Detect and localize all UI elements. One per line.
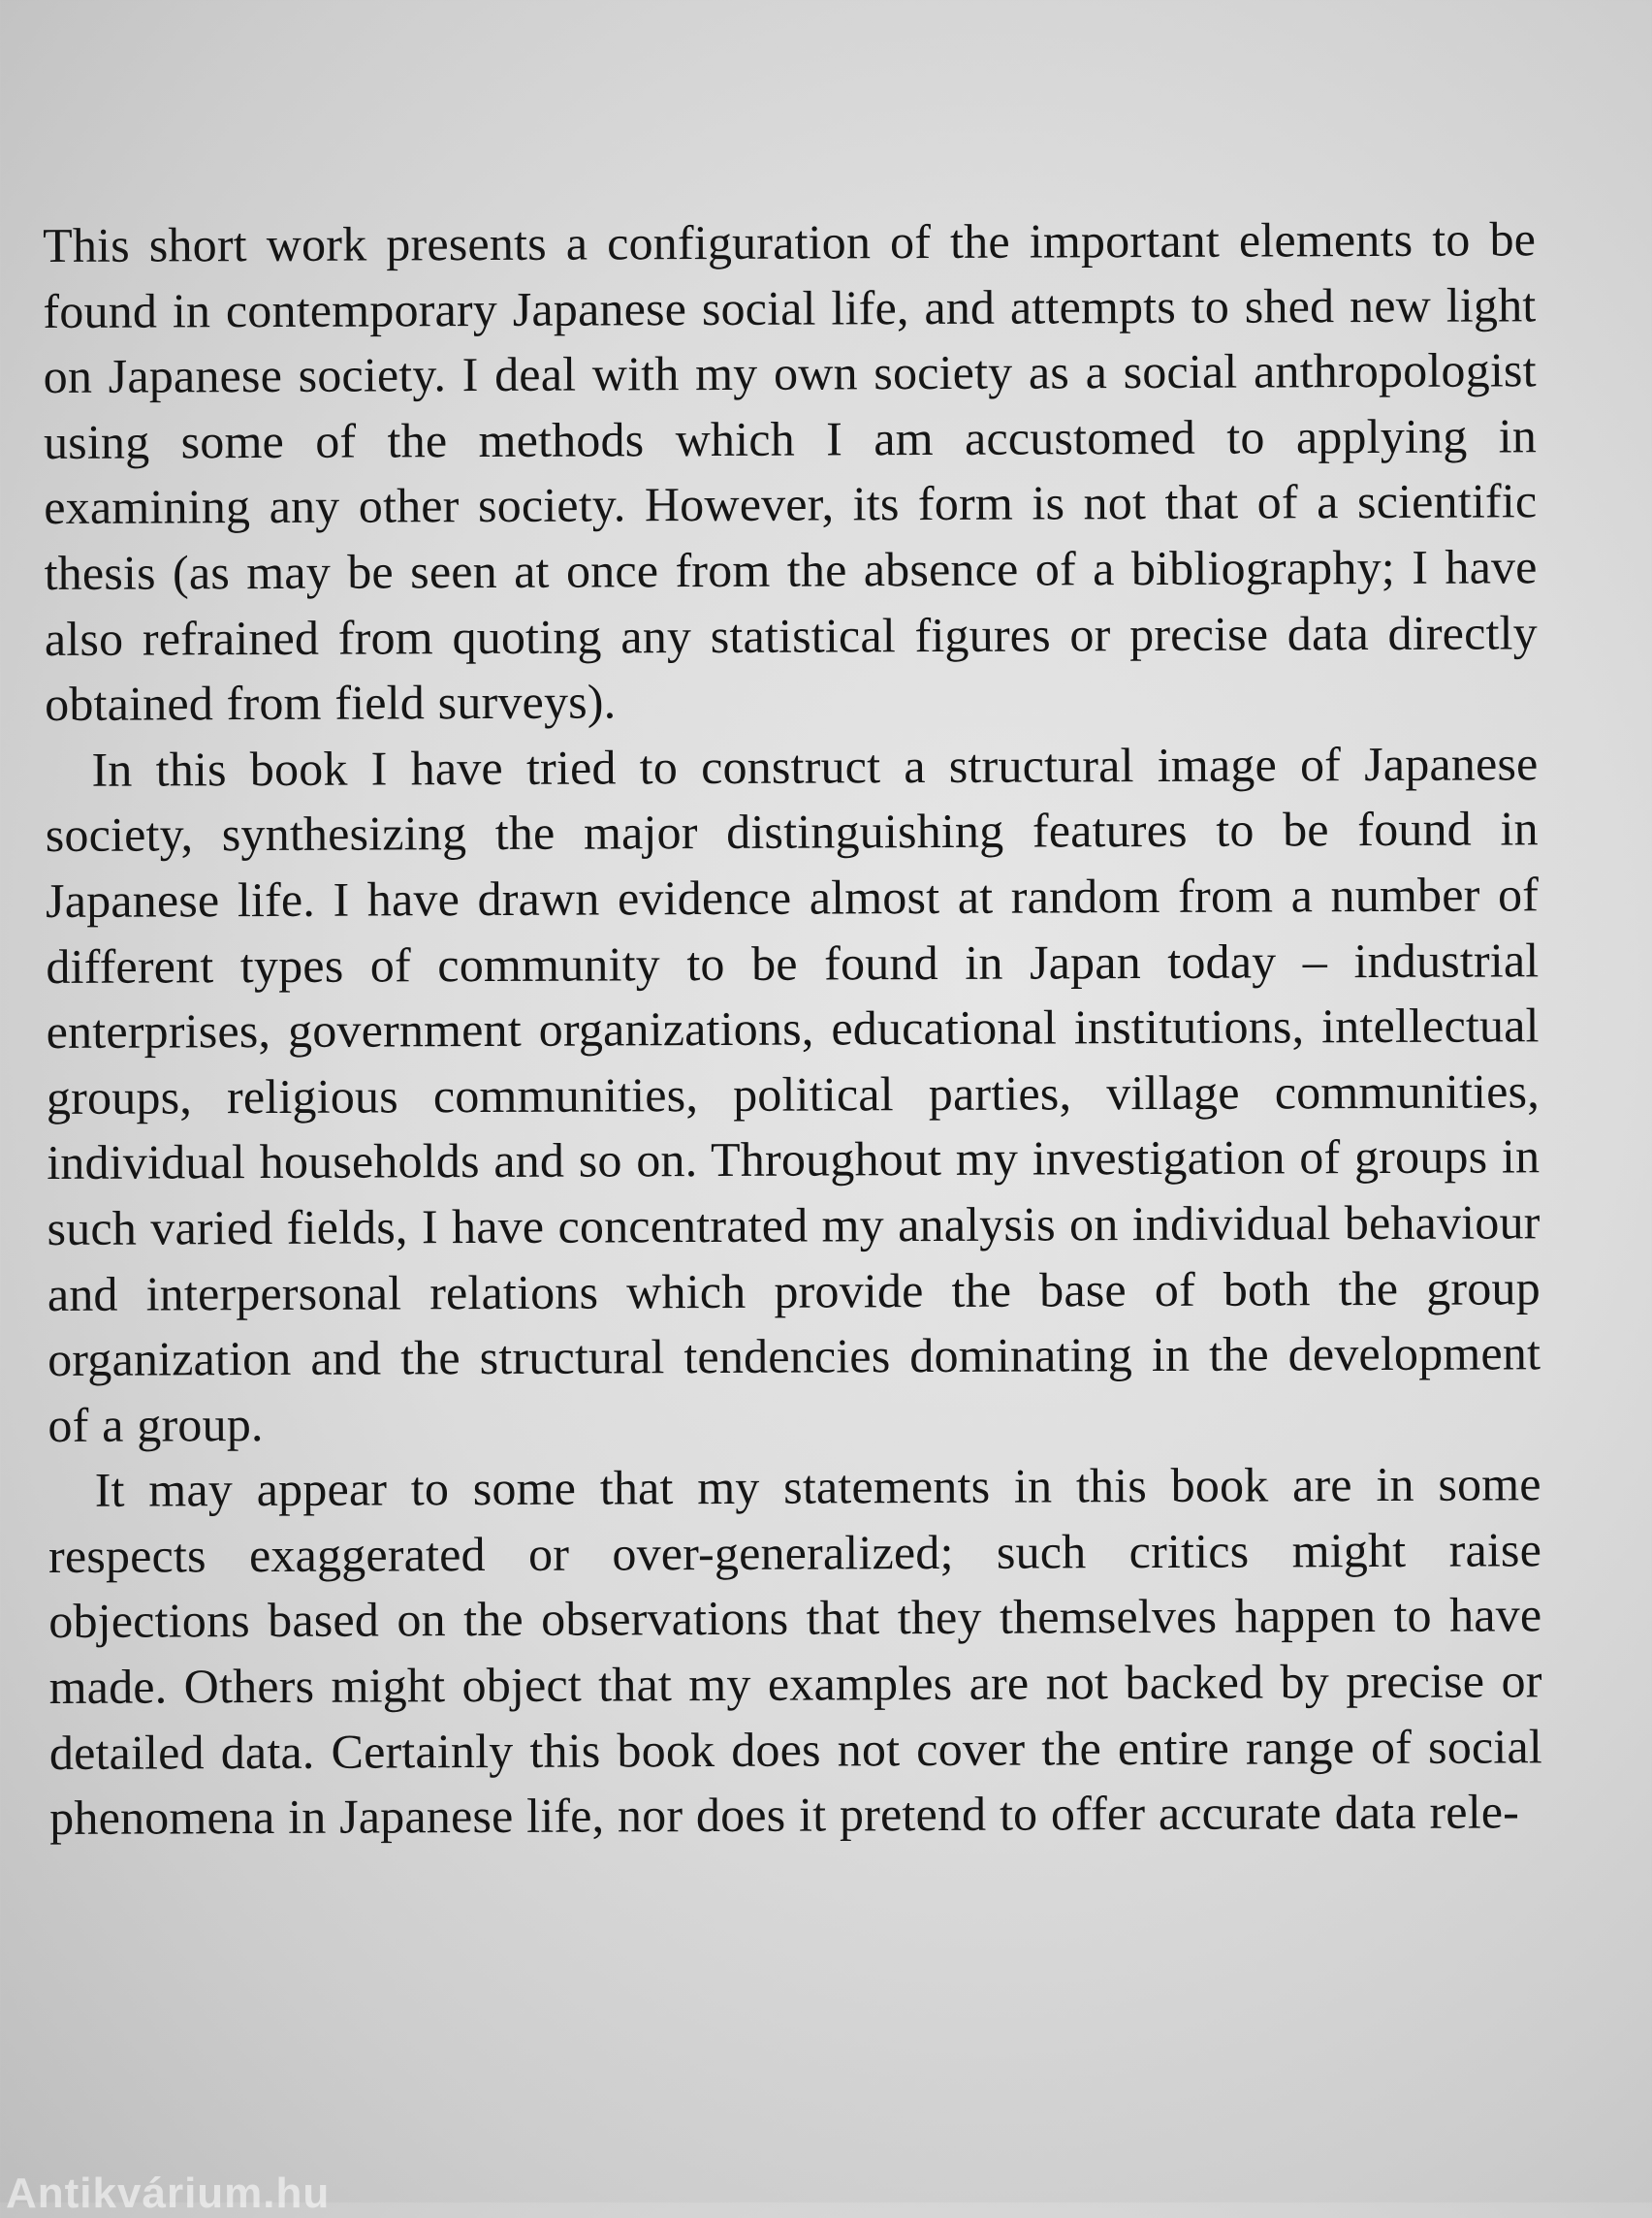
- bleed-through-text: [48, 39, 1600, 103]
- watermark: Antikvárium.hu: [6, 2170, 331, 2217]
- paragraph-2: In this book I have tried to construct a structural image of Japanese society, synthesizing the major distinguishing features to be found in Japanese life. I have drawn evidence almost at random from a number of different types of community to be found in Japan today – industrial enterprises, government organizations, educational institutions, intellectual groups, religious communities, political parties, village communities, individual households and so on. Throughout my investigation of groups in such varied fields, I have concentrated my analysis on individual behaviour and interpersonal relations which provide the base of both the group organization and the structural tendencies dominating in the development of a group.: [45, 736, 1541, 1452]
- paragraph-1: This short work presents a configuration of the important elements to be found in contemporary Japanese social life, and attempts to shed new light on Japanese society. I deal with my own society as a social anthropologist using some of the methods which I am accustomed to applying in examining any other society. However, its form is not that of a scientific thesis (as may be seen at once from the absence of a bibliography; I have also refrained from quoting any statistical figures or precise data directly obtained from field surveys).: [43, 211, 1539, 732]
- page-text-block: [43, 206, 1542, 1852]
- paragraph-3: It may appear to some that my statements in this book are in some respects exaggerated or over-generalized; such critics might raise objections based on the observations that they themselves happen to have made. Others might object that my examples are not backed by precise or detailed data. Certainly this book does not cover the entire range of social phenomena in Japanese life, nor does it pretend to offer accurate data rele-: [48, 1456, 1543, 1846]
